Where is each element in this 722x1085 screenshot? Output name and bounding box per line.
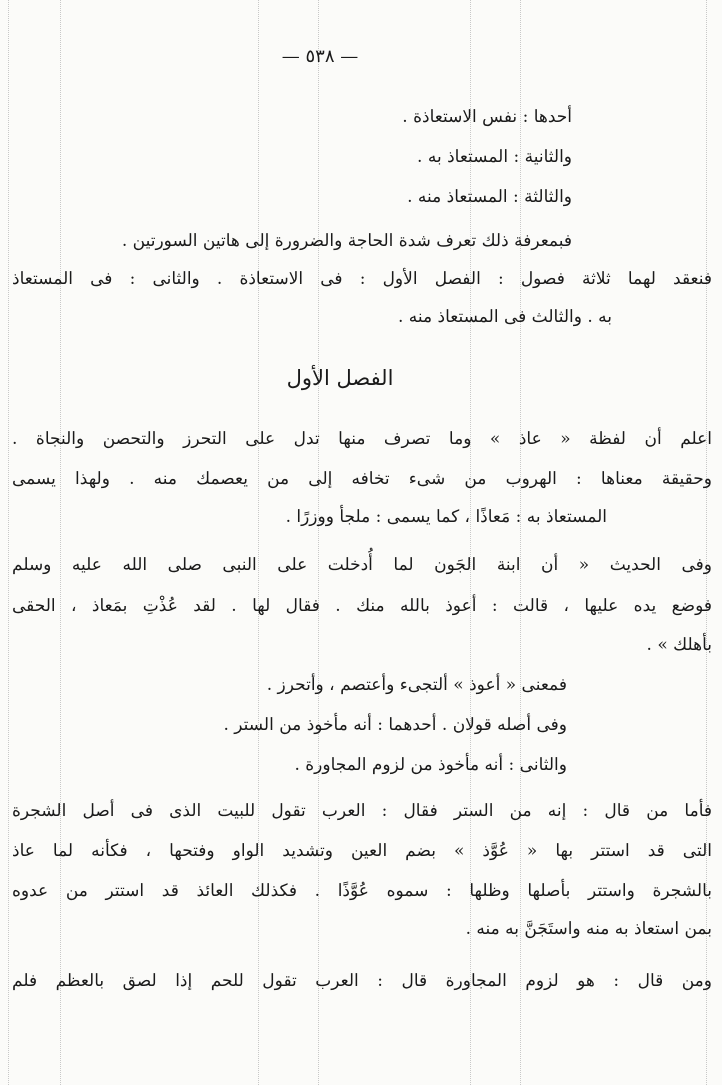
text-line: بأهلك » . bbox=[646, 635, 712, 655]
text-line: أحدها : نفس الاستعاذة . bbox=[402, 107, 572, 127]
text-line: به . والثالث فى المستعاذ منه . bbox=[398, 307, 612, 327]
text-line: وحقيقة معناها : الهروب من شىء تخافه إلى من يعصمك منه . ولهذا يسمى bbox=[12, 469, 712, 489]
text-line: بمن استعاذ به منه واستَجَنَّ به منه . bbox=[465, 919, 712, 939]
text-line: فمعنى « أعوذ » ألتجىء وأعتصم ، وأتحرز . bbox=[266, 675, 567, 695]
text-line: فوضع يده عليها ، قالت : أعوذ بالله منك . فقال لها . لقد عُذْتِ بمَعاذ ، الحقى bbox=[12, 596, 712, 616]
text-line: اعلم أن لفظة « عاذ » وما تصرف منها تدل على التحرز والتحصن والنجاة . bbox=[12, 429, 712, 449]
text-line: وفى أصله قولان . أحدهما : أنه مأخوذ من الستر . bbox=[223, 715, 567, 735]
margin-rule bbox=[60, 0, 61, 1085]
margin-rule bbox=[318, 0, 319, 1085]
margin-rule bbox=[258, 0, 259, 1085]
text-line: المستعاذ به : مَعاذًا ، كما يسمى : ملجأ ووزرًا . bbox=[285, 507, 607, 527]
text-line: وفى الحديث « أن ابنة الجَون لما أُدخلت على النبى صلى الله عليه وسلم bbox=[12, 555, 712, 575]
text-line: فبمعرفة ذلك تعرف شدة الحاجة والضرورة إلى هاتين السورتين . bbox=[121, 231, 572, 251]
text-line: بالشجرة واستتر بأصلها وظلها : سموه عُوَّذًا . فكذلك العائذ قد استتر من عدوه bbox=[12, 881, 712, 901]
text-line: والثالثة : المستعاذ منه . bbox=[407, 187, 572, 207]
text-line: والثانى : أنه مأخوذ من لزوم المجاورة . bbox=[294, 755, 567, 775]
text-line: التى قد استتر بها « عُوَّذ » بضم العين وتشديد الواو وفتحها ، فكأنه لما عاذ bbox=[12, 841, 712, 861]
text-line: والثانية : المستعاذ به . bbox=[417, 147, 572, 167]
margin-rule bbox=[8, 0, 9, 1085]
text-line: فنعقد لهما ثلاثة فصول : الفصل الأول : فى الاستعاذة . والثانى : فى المستعاذ bbox=[12, 269, 712, 289]
text-line: فأما من قال : إنه من الستر فقال : العرب تقول للبيت الذى فى أصل الشجرة bbox=[12, 801, 712, 821]
text-line: ومن قال : هو لزوم المجاورة قال : العرب تقول للحم إذا لصق بالعظم فلم bbox=[12, 971, 712, 991]
section-heading: الفصل الأول bbox=[286, 366, 394, 390]
page-number: — ٥٣٨ — bbox=[281, 46, 359, 67]
